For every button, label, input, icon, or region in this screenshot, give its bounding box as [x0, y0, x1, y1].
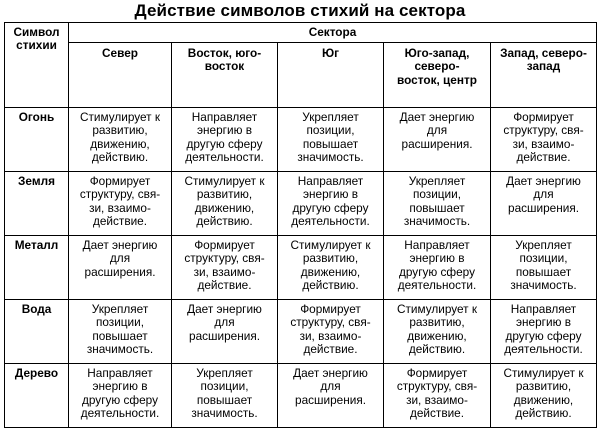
table-cell	[172, 364, 278, 428]
cell-text: Дает энергию для расширения.	[293, 366, 368, 407]
cell-text: Укрепляет позиции, повышает значимость.	[403, 174, 471, 228]
column-header-label: Юг	[321, 46, 340, 60]
table-cell	[172, 108, 278, 172]
table-cell	[172, 172, 278, 236]
table-cell	[384, 236, 491, 300]
cell-text: Укрепляет позиции, повышает значимость.	[510, 238, 577, 292]
table-cell	[69, 236, 172, 300]
table-cell	[69, 108, 172, 172]
table-cell	[278, 236, 384, 300]
element-label: Металл	[5, 236, 69, 300]
page-title: Действие символов стихий на сектора	[134, 1, 466, 20]
sectors-header: Сектора	[69, 23, 597, 43]
cell-text: Стимулирует к развитию, движению, действию.	[290, 238, 371, 292]
element-label: Огонь	[5, 108, 69, 172]
header-row-top	[5, 23, 597, 43]
column-header	[384, 43, 491, 108]
element-label: Вода	[5, 300, 69, 364]
table-cell	[491, 236, 597, 300]
table-cell	[172, 300, 278, 364]
table-cell	[384, 108, 491, 172]
cell-text: Направляет энергию в другую сферу деятельности.	[291, 174, 370, 228]
table-cell	[491, 108, 597, 172]
column-header	[69, 43, 172, 108]
cell-text: Стимулирует к развитию, движению, действию.	[79, 110, 161, 164]
cell-text: Направляет энергию в другую сферу деятельности.	[80, 366, 160, 420]
table-row	[5, 300, 597, 364]
table-row	[5, 236, 597, 300]
header-row-columns	[5, 43, 597, 108]
table-cell	[384, 364, 491, 428]
cell-text: Укрепляет позиции, повышает значимость.	[191, 366, 258, 420]
cell-text: Формирует структуру, свя-зи, взаимо-действие.	[184, 238, 265, 292]
cell-text: Направляет энергию в другую сферу деятельности.	[397, 238, 477, 292]
cell-text: Дает энергию для расширения.	[82, 238, 158, 279]
column-header-label: Запад, северо-запад	[500, 46, 587, 74]
table-cell	[278, 108, 384, 172]
table-cell	[69, 300, 172, 364]
table-cell	[491, 364, 597, 428]
table-cell	[69, 364, 172, 428]
column-header-label: Север	[102, 46, 138, 60]
table-cell	[491, 300, 597, 364]
corner-header-label: Символ стихии	[13, 25, 60, 53]
cell-text: Формирует структуру, свя-зи, взаимо-действие.	[396, 366, 478, 420]
table-cell	[491, 172, 597, 236]
column-header	[172, 43, 278, 108]
cell-text: Укрепляет позиции, повышает значимость.	[297, 110, 364, 164]
cell-text: Формирует структуру, свя-зи, взаимо-действие.	[79, 174, 161, 228]
elements-sectors-table	[4, 22, 597, 428]
column-header-label: Восток, юго-восток	[187, 46, 262, 74]
column-header	[278, 43, 384, 108]
table-row	[5, 108, 597, 172]
cell-text: Стимулирует к развитию, движению, действию.	[503, 366, 584, 420]
cell-text: Направляет энергию в другую сферу деятельности.	[504, 302, 583, 356]
corner-header	[5, 23, 69, 108]
table-cell	[69, 172, 172, 236]
cell-text: Дает энергию для расширения.	[399, 110, 475, 151]
table-cell	[172, 236, 278, 300]
element-label: Дерево	[5, 364, 69, 428]
column-header	[491, 43, 597, 108]
cell-text: Укрепляет позиции, повышает значимость.	[86, 302, 154, 356]
table-row	[5, 172, 597, 236]
cell-text: Дает энергию для расширения.	[506, 174, 581, 215]
cell-text: Формирует структуру, свя-зи, взаимо-действие.	[290, 302, 371, 356]
column-header-label: Юго-запад, северо-восток, центр	[397, 46, 477, 87]
table-cell	[384, 300, 491, 364]
cell-text: Стимулирует к развитию, движению, действию.	[184, 174, 265, 228]
element-label: Земля	[5, 172, 69, 236]
cell-text: Направляет энергию в другую сферу деятельности.	[185, 110, 264, 164]
table-cell	[278, 300, 384, 364]
cell-text: Стимулирует к развитию, движению, действию.	[396, 302, 478, 356]
table-cell	[278, 364, 384, 428]
table-cell	[278, 172, 384, 236]
cell-text: Формирует структуру, свя-зи, взаимо-действие.	[503, 110, 584, 164]
cell-text: Дает энергию для расширения.	[187, 302, 262, 343]
table-cell	[384, 172, 491, 236]
table-row	[5, 364, 597, 428]
